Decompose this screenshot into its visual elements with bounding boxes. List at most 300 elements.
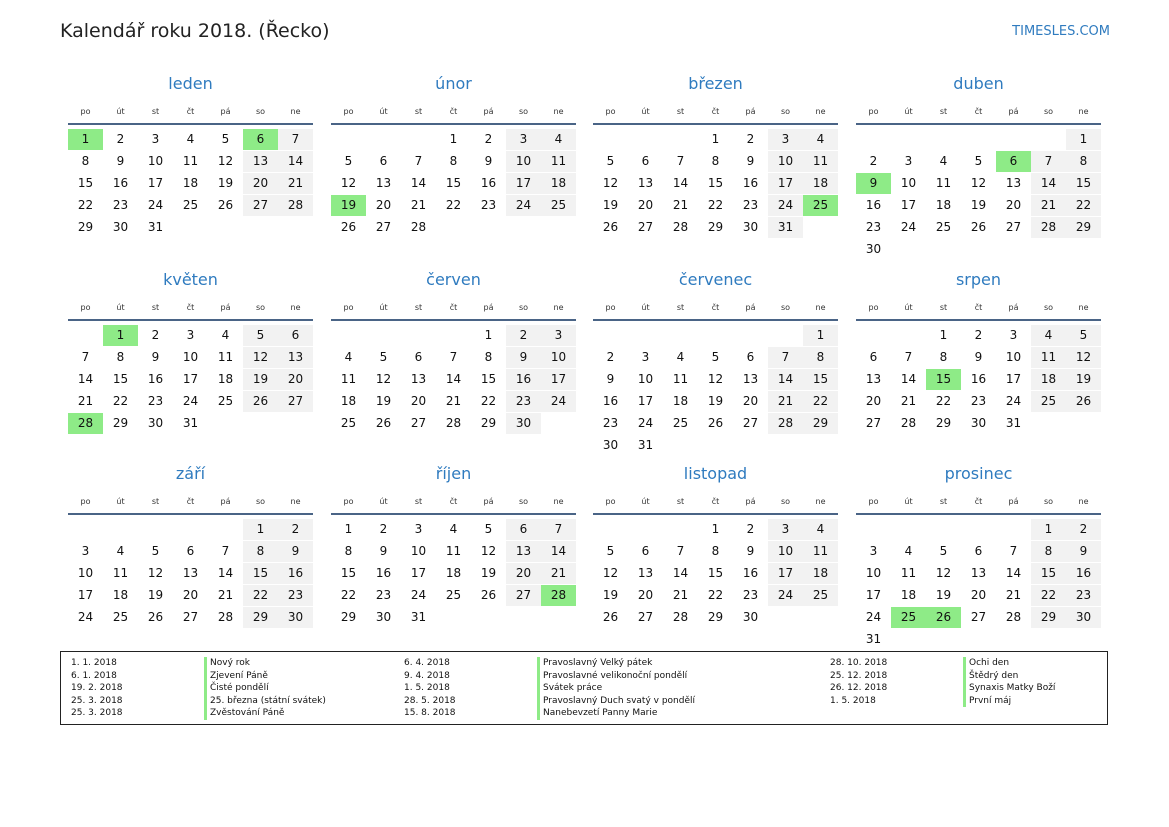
- day-cell: 16: [970, 372, 987, 386]
- weekday-label: ne: [553, 303, 564, 312]
- day-cell: 26: [602, 610, 619, 624]
- day-cell: 13: [742, 372, 759, 386]
- day-cell: 2: [1066, 519, 1101, 540]
- day-cell: 8: [243, 541, 278, 562]
- day-cell: 7: [1031, 151, 1066, 172]
- day-cell: 15: [445, 176, 462, 190]
- weekday-label: ne: [290, 107, 301, 116]
- weekday-header: [856, 107, 1101, 117]
- day-cell: 21: [410, 198, 427, 212]
- day-cell: 15: [243, 563, 278, 584]
- day-cell: 19: [935, 588, 952, 602]
- day-cell: 14: [217, 566, 234, 580]
- day-cell: 19: [602, 198, 619, 212]
- month-name: listopad: [683, 464, 748, 483]
- day-cell: 25: [445, 588, 462, 602]
- day-cell: 27: [865, 416, 882, 430]
- weekday-label: so: [780, 303, 791, 312]
- legend-holiday-name: 25. března (státní svátek): [204, 695, 326, 708]
- day-cell: 31: [768, 217, 803, 238]
- day-cell: 21: [217, 588, 234, 602]
- day-cell: 29: [707, 610, 724, 624]
- day-cell: 3: [768, 129, 803, 150]
- day-cell: 4: [186, 132, 195, 146]
- weekday-label: st: [939, 497, 948, 506]
- day-cell: 12: [602, 566, 619, 580]
- day-cell: 21: [672, 198, 689, 212]
- day-cell: 1: [1031, 519, 1066, 540]
- day-cell: 15: [340, 566, 357, 580]
- day-cell: 12: [217, 154, 234, 168]
- day-cell: 16: [112, 176, 129, 190]
- weekday-header: [593, 497, 838, 507]
- day-cell: 29: [803, 413, 838, 434]
- day-cell: 19: [602, 588, 619, 602]
- day-cell: 5: [379, 350, 388, 364]
- day-cell: 30: [278, 607, 313, 628]
- header-rule: [331, 513, 576, 515]
- header-rule: [856, 123, 1101, 125]
- day-cell: 6: [379, 154, 388, 168]
- day-cell: 9: [151, 350, 160, 364]
- weekday-label: ne: [815, 303, 826, 312]
- day-cell: 17: [77, 588, 94, 602]
- day-cell: 8: [939, 350, 948, 364]
- day-cell: 14: [672, 566, 689, 580]
- day-cell: 25: [217, 394, 234, 408]
- day-cell: 11: [445, 544, 462, 558]
- day-cell: 8: [344, 544, 353, 558]
- day-cell: 20: [1005, 198, 1022, 212]
- day-cell: 6: [641, 544, 650, 558]
- legend-date: 1. 1. 2018: [71, 658, 117, 668]
- day-cell: 8: [116, 350, 125, 364]
- day-cell: 9: [484, 154, 493, 168]
- holiday-day-cell: 1: [68, 129, 103, 150]
- weekday-label: čt: [449, 303, 458, 312]
- weekday-label: so: [255, 107, 266, 116]
- day-cell: 26: [1066, 391, 1101, 412]
- day-cell: 17: [506, 173, 541, 194]
- day-cell: 4: [221, 328, 230, 342]
- day-cell: 16: [865, 198, 882, 212]
- weekday-label: po: [343, 107, 354, 116]
- weekday-label: so: [255, 303, 266, 312]
- day-cell: 21: [1005, 588, 1022, 602]
- day-cell: 26: [340, 220, 357, 234]
- day-cell: 31: [637, 438, 654, 452]
- day-cell: 14: [410, 176, 427, 190]
- day-cell: 26: [480, 588, 497, 602]
- legend-holiday-name: Nanebevzetí Panny Marie: [537, 707, 657, 720]
- day-cell: 23: [480, 198, 497, 212]
- weekday-label: čt: [449, 107, 458, 116]
- day-cell: 1: [711, 522, 720, 536]
- day-cell: 16: [742, 566, 759, 580]
- day-cell: 19: [970, 198, 987, 212]
- day-cell: 4: [116, 544, 125, 558]
- day-cell: 7: [541, 519, 576, 540]
- day-cell: 9: [746, 154, 755, 168]
- site-link[interactable]: TIMESLES.COM: [1012, 24, 1110, 39]
- day-cell: 5: [484, 522, 493, 536]
- day-cell: 17: [900, 198, 917, 212]
- day-cell: 11: [672, 372, 689, 386]
- day-cell: 19: [147, 588, 164, 602]
- day-cell: 25: [340, 416, 357, 430]
- day-cell: 14: [278, 151, 313, 172]
- day-cell: 5: [711, 350, 720, 364]
- day-cell: 18: [672, 394, 689, 408]
- legend-date: 1. 5. 2018: [404, 683, 450, 694]
- weekday-label: so: [1043, 303, 1054, 312]
- legend-date: 1. 5. 2018: [830, 695, 876, 706]
- day-cell: 18: [445, 566, 462, 580]
- legend-holiday-name: Štědrý den: [963, 670, 1018, 683]
- day-cell: 18: [541, 173, 576, 194]
- day-cell: 23: [147, 394, 164, 408]
- holiday-day-cell: 28: [541, 585, 576, 606]
- day-cell: 29: [1031, 607, 1066, 628]
- day-cell: 28: [1005, 610, 1022, 624]
- day-cell: 2: [151, 328, 160, 342]
- day-cell: 19: [375, 394, 392, 408]
- day-cell: 11: [803, 541, 838, 562]
- day-cell: 23: [506, 391, 541, 412]
- weekday-header: [331, 497, 576, 507]
- day-cell: 7: [278, 129, 313, 150]
- day-cell: 7: [904, 350, 913, 364]
- legend-date: 25. 12. 2018: [830, 670, 888, 681]
- day-cell: 22: [112, 394, 129, 408]
- day-cell: 1: [243, 519, 278, 540]
- day-cell: 7: [676, 154, 685, 168]
- weekday-label: út: [379, 497, 388, 506]
- day-cell: 3: [904, 154, 913, 168]
- legend-holiday-name: První máj: [963, 695, 1011, 708]
- day-cell: 7: [1009, 544, 1018, 558]
- day-cell: 17: [768, 563, 803, 584]
- day-cell: 25: [1031, 391, 1066, 412]
- day-cell: 19: [1066, 369, 1101, 390]
- day-cell: 27: [1005, 220, 1022, 234]
- weekday-label: ne: [553, 497, 564, 506]
- day-cell: 25: [112, 610, 129, 624]
- day-cell: 22: [803, 391, 838, 412]
- day-cell: 24: [1005, 394, 1022, 408]
- day-cell: 28: [672, 610, 689, 624]
- day-cell: 31: [1005, 416, 1022, 430]
- day-cell: 12: [480, 544, 497, 558]
- day-cell: 16: [147, 372, 164, 386]
- day-cell: 5: [344, 154, 353, 168]
- day-cell: 22: [1066, 195, 1101, 216]
- day-cell: 5: [939, 544, 948, 558]
- weekday-label: st: [151, 107, 160, 116]
- day-cell: 1: [939, 328, 948, 342]
- weekday-label: po: [605, 497, 616, 506]
- day-cell: 8: [449, 154, 458, 168]
- day-cell: 21: [77, 394, 94, 408]
- legend-holiday-name: Svátek práce: [537, 682, 602, 695]
- day-cell: 5: [151, 544, 160, 558]
- day-cell: 13: [278, 347, 313, 368]
- day-cell: 11: [1031, 347, 1066, 368]
- weekday-label: čt: [974, 303, 983, 312]
- weekday-label: so: [780, 107, 791, 116]
- day-cell: 9: [746, 544, 755, 558]
- day-cell: 20: [865, 394, 882, 408]
- day-cell: 13: [243, 151, 278, 172]
- day-cell: 25: [935, 220, 952, 234]
- weekday-header: [856, 303, 1101, 313]
- day-cell: 13: [865, 372, 882, 386]
- header-rule: [68, 123, 313, 125]
- day-cell: 28: [900, 416, 917, 430]
- day-cell: 31: [865, 632, 882, 646]
- day-cell: 16: [1066, 563, 1101, 584]
- weekday-label: so: [1043, 107, 1054, 116]
- day-cell: 17: [768, 173, 803, 194]
- day-cell: 30: [970, 416, 987, 430]
- day-cell: 6: [278, 325, 313, 346]
- day-cell: 20: [637, 588, 654, 602]
- day-cell: 1: [803, 325, 838, 346]
- day-cell: 11: [541, 151, 576, 172]
- weekday-label: čt: [711, 107, 720, 116]
- weekday-label: út: [116, 497, 125, 506]
- month-name: červenec: [678, 270, 753, 289]
- day-cell: 4: [541, 129, 576, 150]
- day-cell: 24: [182, 394, 199, 408]
- day-cell: 30: [112, 220, 129, 234]
- weekday-header: [68, 303, 313, 313]
- day-cell: 8: [711, 154, 720, 168]
- day-cell: 18: [803, 173, 838, 194]
- day-cell: 21: [445, 394, 462, 408]
- day-cell: 15: [480, 372, 497, 386]
- day-cell: 23: [278, 585, 313, 606]
- day-cell: 29: [935, 416, 952, 430]
- day-cell: 11: [340, 372, 357, 386]
- day-cell: 2: [116, 132, 125, 146]
- day-cell: 12: [602, 176, 619, 190]
- weekday-header: [68, 107, 313, 117]
- legend-holiday-name: Zvěstování Páně: [204, 707, 284, 720]
- day-cell: 17: [410, 566, 427, 580]
- weekday-label: út: [641, 497, 650, 506]
- day-cell: 31: [410, 610, 427, 624]
- day-cell: 27: [637, 610, 654, 624]
- day-cell: 13: [410, 372, 427, 386]
- day-cell: 9: [606, 372, 615, 386]
- day-cell: 5: [243, 325, 278, 346]
- day-cell: 13: [1005, 176, 1022, 190]
- day-cell: 14: [900, 372, 917, 386]
- day-cell: 4: [344, 350, 353, 364]
- day-cell: 7: [449, 350, 458, 364]
- day-cell: 16: [278, 563, 313, 584]
- day-cell: 9: [506, 347, 541, 368]
- day-cell: 13: [970, 566, 987, 580]
- day-cell: 6: [974, 544, 983, 558]
- weekday-label: st: [414, 107, 423, 116]
- weekday-label: st: [939, 107, 948, 116]
- weekday-label: pá: [483, 497, 494, 506]
- day-cell: 23: [970, 394, 987, 408]
- month-name: srpen: [955, 270, 1002, 289]
- holiday-day-cell: 6: [243, 129, 278, 150]
- day-cell: 14: [1031, 173, 1066, 194]
- weekday-label: po: [605, 303, 616, 312]
- legend-date: 19. 2. 2018: [71, 683, 123, 694]
- weekday-label: pá: [1008, 303, 1019, 312]
- day-cell: 11: [217, 350, 234, 364]
- day-cell: 12: [375, 372, 392, 386]
- day-cell: 12: [243, 347, 278, 368]
- weekday-label: ne: [1078, 107, 1089, 116]
- weekday-label: út: [904, 497, 913, 506]
- day-cell: 9: [974, 350, 983, 364]
- day-cell: 2: [278, 519, 313, 540]
- day-cell: 17: [865, 588, 882, 602]
- day-cell: 2: [506, 325, 541, 346]
- day-cell: 22: [340, 588, 357, 602]
- day-cell: 9: [1066, 541, 1101, 562]
- legend-date: 25. 3. 2018: [71, 708, 123, 719]
- day-cell: 2: [746, 522, 755, 536]
- day-cell: 11: [803, 151, 838, 172]
- weekday-label: po: [80, 107, 91, 116]
- day-cell: 24: [900, 220, 917, 234]
- day-cell: 6: [414, 350, 423, 364]
- day-cell: 24: [768, 195, 803, 216]
- day-cell: 10: [147, 154, 164, 168]
- day-cell: 4: [803, 519, 838, 540]
- day-cell: 27: [742, 416, 759, 430]
- day-cell: 22: [1031, 585, 1066, 606]
- weekday-label: čt: [449, 497, 458, 506]
- day-cell: 3: [1009, 328, 1018, 342]
- day-cell: 16: [480, 176, 497, 190]
- header-rule: [331, 123, 576, 125]
- weekday-label: st: [414, 497, 423, 506]
- day-cell: 19: [707, 394, 724, 408]
- weekday-label: pá: [483, 303, 494, 312]
- day-cell: 7: [221, 544, 230, 558]
- weekday-label: ne: [290, 303, 301, 312]
- weekday-label: po: [868, 107, 879, 116]
- day-cell: 7: [414, 154, 423, 168]
- day-cell: 28: [278, 195, 313, 216]
- legend-holiday-name: Zjevení Páně: [204, 670, 268, 683]
- legend-holiday-name: Synaxis Matky Boží: [963, 682, 1055, 695]
- weekday-label: ne: [290, 497, 301, 506]
- day-cell: 10: [506, 151, 541, 172]
- weekday-label: út: [116, 107, 125, 116]
- day-cell: 2: [484, 132, 493, 146]
- day-cell: 29: [707, 220, 724, 234]
- day-cell: 3: [506, 129, 541, 150]
- weekday-label: út: [379, 107, 388, 116]
- month-name: leden: [168, 74, 213, 93]
- day-cell: 4: [676, 350, 685, 364]
- day-cell: 12: [147, 566, 164, 580]
- day-cell: 15: [803, 369, 838, 390]
- weekday-label: čt: [711, 303, 720, 312]
- header-rule: [68, 319, 313, 321]
- weekday-header: [593, 303, 838, 313]
- page-title: Kalendář roku 2018. (Řecko): [60, 20, 330, 42]
- day-cell: 30: [602, 438, 619, 452]
- day-cell: 19: [480, 566, 497, 580]
- day-cell: 18: [900, 588, 917, 602]
- day-cell: 4: [904, 544, 913, 558]
- day-cell: 21: [900, 394, 917, 408]
- day-cell: 8: [711, 544, 720, 558]
- day-cell: 29: [243, 607, 278, 628]
- day-cell: 30: [742, 220, 759, 234]
- day-cell: 2: [974, 328, 983, 342]
- day-cell: 9: [278, 541, 313, 562]
- day-cell: 24: [147, 198, 164, 212]
- day-cell: 30: [865, 242, 882, 256]
- legend-holiday-name: Pravoslavné velikonoční pondělí: [537, 670, 687, 683]
- day-cell: 27: [375, 220, 392, 234]
- month-name: říjen: [435, 464, 472, 483]
- day-cell: 27: [506, 585, 541, 606]
- day-cell: 1: [449, 132, 458, 146]
- weekday-label: po: [605, 107, 616, 116]
- weekday-label: st: [414, 303, 423, 312]
- day-cell: 21: [1031, 195, 1066, 216]
- day-cell: 23: [602, 416, 619, 430]
- day-cell: 5: [221, 132, 230, 146]
- day-cell: 15: [112, 372, 129, 386]
- day-cell: 7: [676, 544, 685, 558]
- weekday-header: [331, 303, 576, 313]
- day-cell: 22: [480, 394, 497, 408]
- header-rule: [856, 513, 1101, 515]
- day-cell: 10: [768, 541, 803, 562]
- weekday-header: [856, 497, 1101, 507]
- day-cell: 16: [375, 566, 392, 580]
- weekday-label: út: [379, 303, 388, 312]
- weekday-label: so: [518, 497, 529, 506]
- day-cell: 2: [379, 522, 388, 536]
- day-cell: 20: [410, 394, 427, 408]
- weekday-label: čt: [974, 497, 983, 506]
- day-cell: 22: [707, 198, 724, 212]
- day-cell: 22: [243, 585, 278, 606]
- day-cell: 5: [1066, 325, 1101, 346]
- day-cell: 21: [541, 563, 576, 584]
- legend-date: 28. 5. 2018: [404, 695, 456, 706]
- day-cell: 29: [112, 416, 129, 430]
- day-cell: 14: [1005, 566, 1022, 580]
- day-cell: 25: [803, 585, 838, 606]
- day-cell: 1: [711, 132, 720, 146]
- day-cell: 18: [803, 563, 838, 584]
- header-rule: [331, 319, 576, 321]
- day-cell: 17: [147, 176, 164, 190]
- day-cell: 28: [217, 610, 234, 624]
- day-cell: 23: [1066, 585, 1101, 606]
- day-cell: 10: [1005, 350, 1022, 364]
- day-cell: 31: [182, 416, 199, 430]
- day-cell: 28: [672, 220, 689, 234]
- day-cell: 28: [768, 413, 803, 434]
